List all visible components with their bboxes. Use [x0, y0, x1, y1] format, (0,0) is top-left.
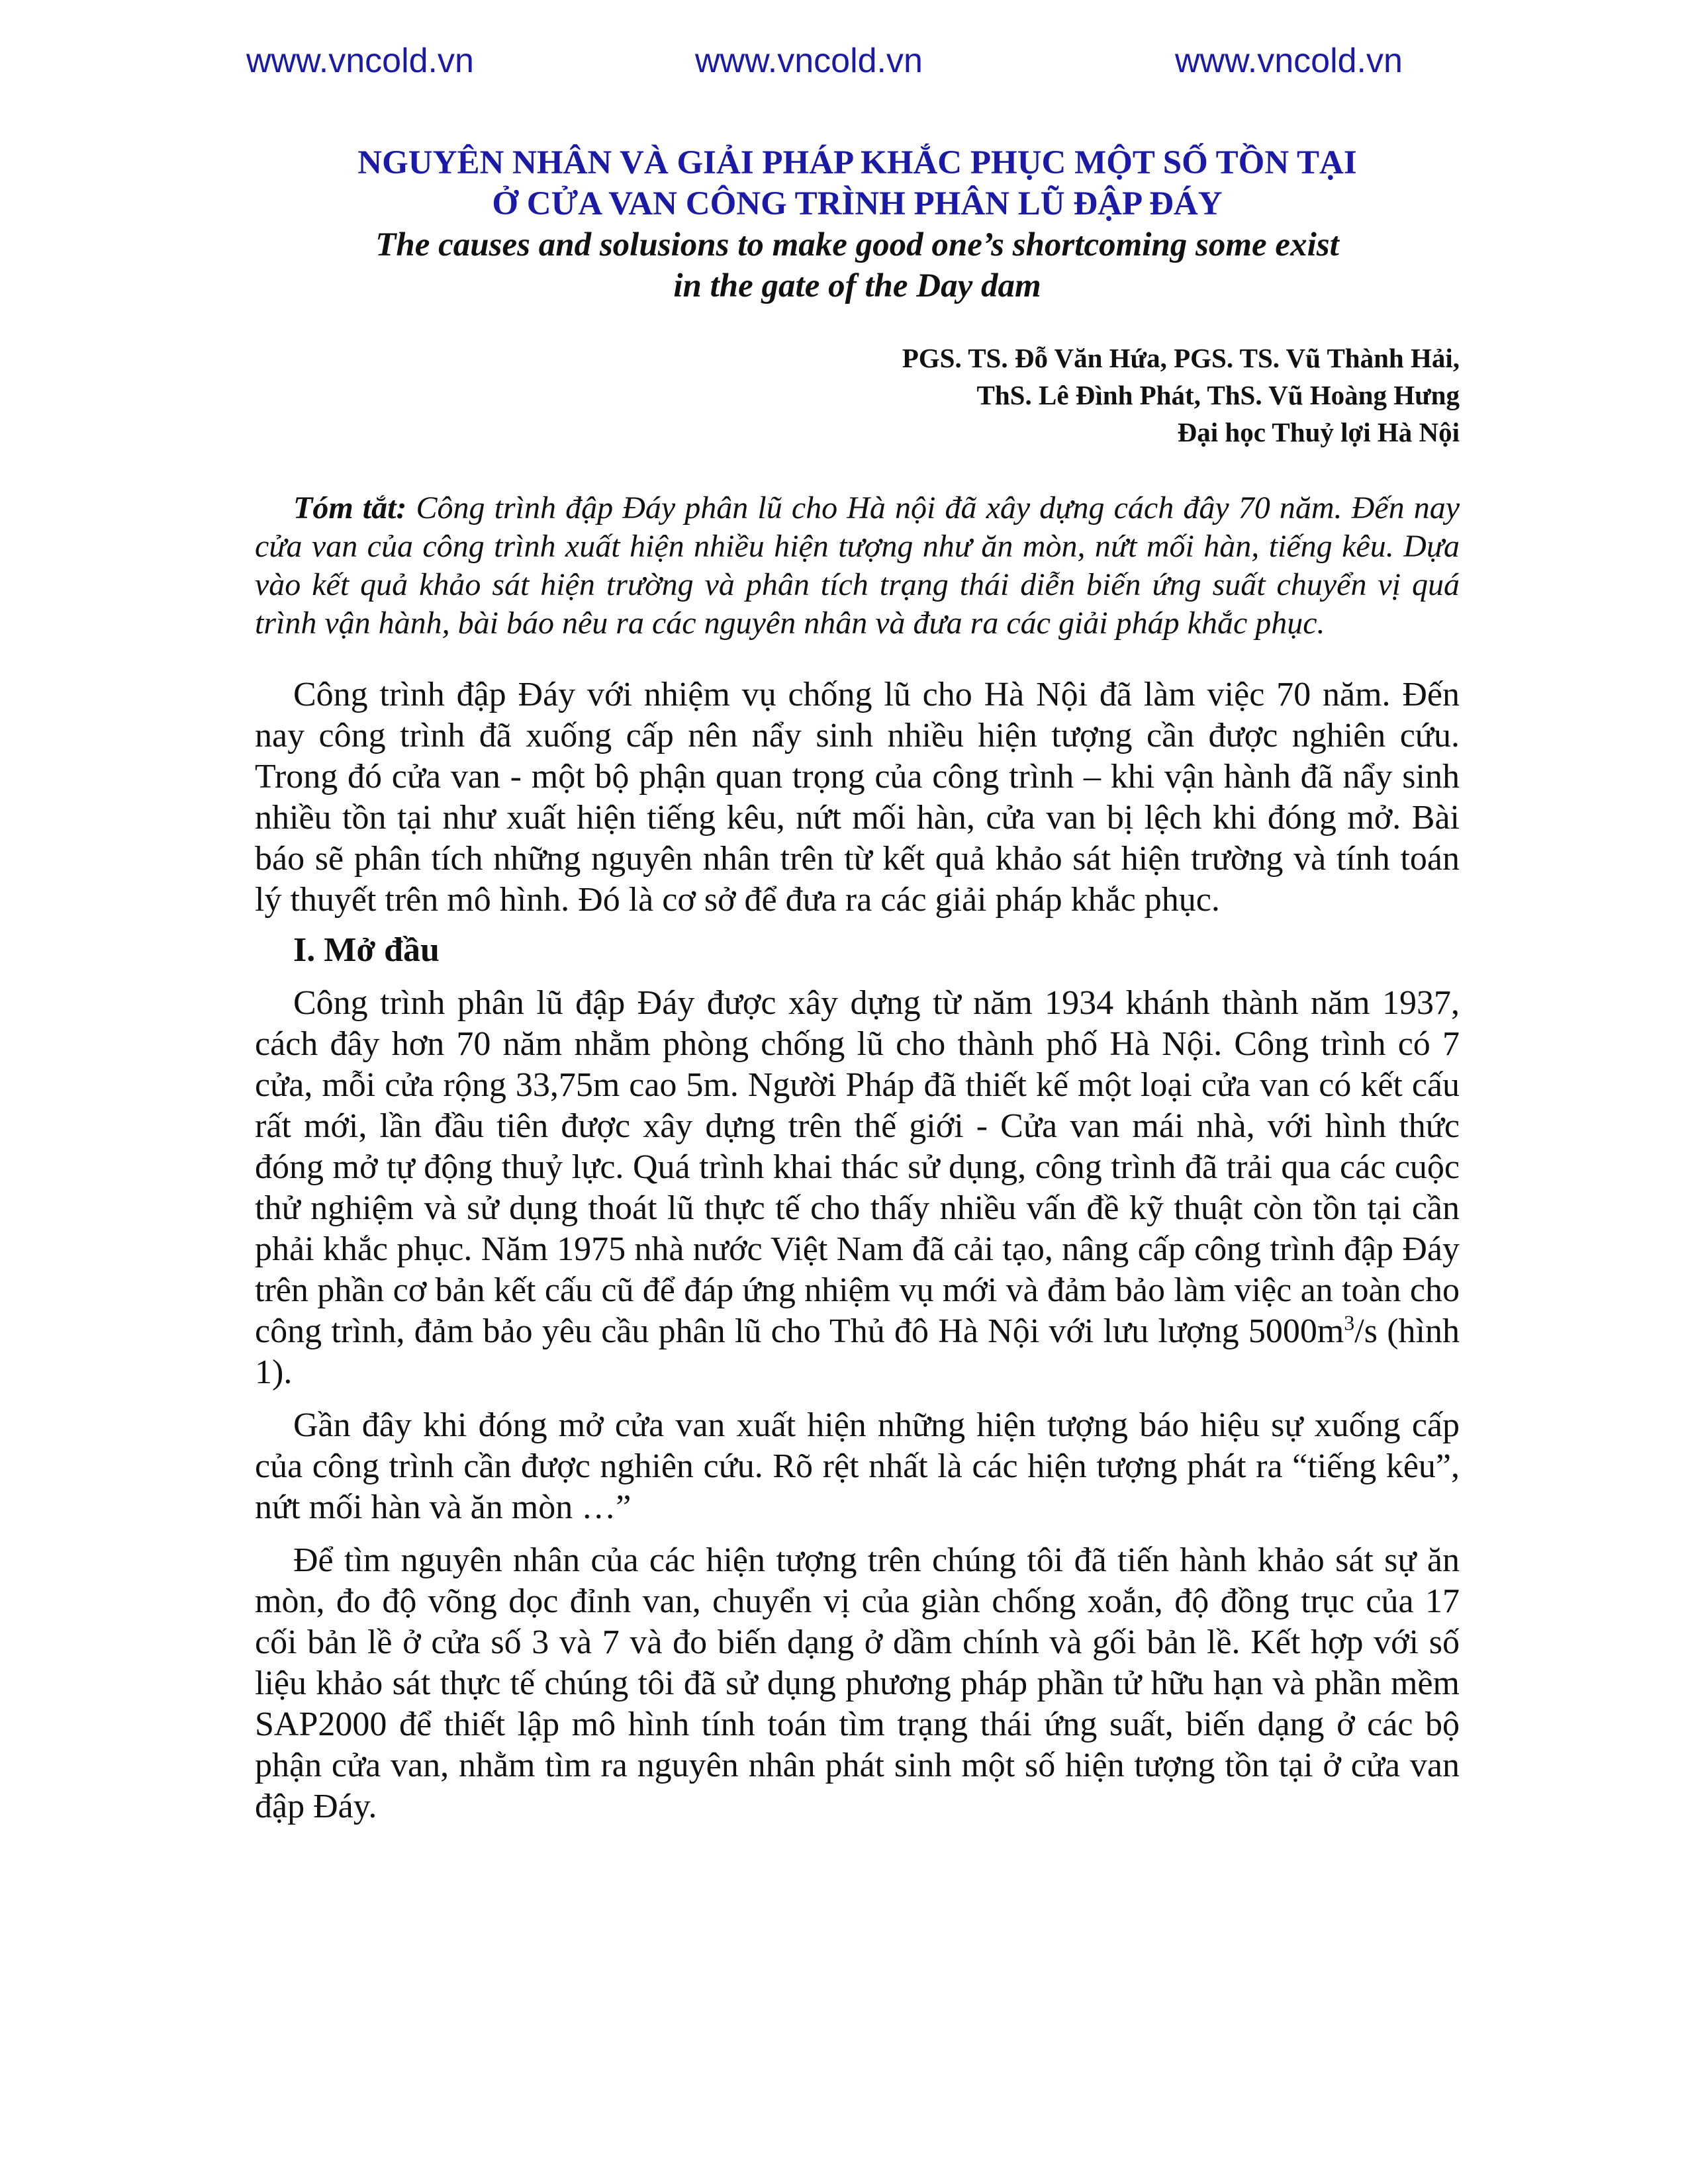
affiliation: Đại học Thuỷ lợi Hà Nội	[1177, 417, 1460, 447]
title-line-1: NGUYÊN NHÂN VÀ GIẢI PHÁP KHẮC PHỤC MỘT SỐ TỒN TẠI	[357, 144, 1357, 181]
section1-paragraph-1-tail: /s (hình 1).	[255, 1312, 1460, 1391]
section1-paragraph-2: Gần đây khi đóng mở cửa van xuất hiện những hiện tượng báo hiệu sự xuống cấp của công trình cần được nghiên cứu. Rõ rệt nhất là các hiện tượng phát ra “tiếng kêu”, nứt mối hàn và ăn mòn …”	[255, 1406, 1460, 1526]
superscript-3: 3	[1344, 1310, 1355, 1335]
abstract-text: Công trình đập Đáy phân lũ cho Hà nội đã xây dựng cách đây 70 năm. Đến nay cửa van của công trình xuất hiện nhiều hiện tượng như ăn mòn, nứt mối hàn, tiếng kêu. Dựa vào kết quả khảo sát hiện trường và phân tích trạng thái diễn biến ứng suất chuyển vị quá trình vận hành, bài báo nêu ra các nguyên nhân và đưa ra các giải pháp khắc phục.	[255, 490, 1460, 641]
authors-line-2: ThS. Lê Đình Phát, ThS. Vũ Hoàng Hưng	[976, 380, 1460, 410]
paper-subtitle	[255, 224, 1460, 306]
section1-paragraph-1	[255, 983, 1460, 1393]
section-heading-intro: I. Mở đầu	[293, 931, 440, 969]
header-link-center[interactable]: www.vncold.vn	[695, 42, 923, 80]
subtitle-line-2: in the gate of the Day dam	[673, 267, 1041, 304]
header-link-left[interactable]: www.vncold.vn	[246, 42, 474, 80]
paper-title	[255, 142, 1460, 224]
subtitle-line-1: The causes and solusions to make good one’s shortcoming some exist	[375, 226, 1339, 263]
header-link-right[interactable]: www.vncold.vn	[1175, 42, 1403, 80]
abstract	[255, 489, 1460, 643]
section1-paragraph-3: Để tìm nguyên nhân của các hiện tượng trên chúng tôi đã tiến hành khảo sát sự ăn mòn, đo độ võng dọc đỉnh van, chuyển vị của giàn chống xoắn, độ đồng trục của 17 cối bản lề ở cửa số 3 và 7 và đo biến dạng ở dầm chính và gối bản lề. Kết hợp với số liệu khảo sát thực tế chúng tôi đã sử dụng phương pháp phần tử hữu hạn và phần mềm SAP2000 để thiết lập mô hình tính toán tìm trạng thái ứng suất, biến dạng ở các bộ phận cửa van, nhằm tìm ra nguyên nhân phát sinh một số hiện tượng tồn tại ở cửa van đập Đáy.	[255, 1541, 1460, 1825]
paper-body	[255, 142, 1460, 1827]
section1-paragraph-1-main: Công trình phân lũ đập Đáy được xây dựng từ năm 1934 khánh thành năm 1937, cách đây hơn 70 năm nhằm phòng chống lũ cho thành phố Hà Nội. Công trình có 7 cửa, mỗi cửa rộng 33,75m cao 5m. Người Pháp đã thiết kế một loại cửa van có kết cấu rất mới, lần đầu tiên được xây dựng trên thế giới - Cửa van mái nhà, với hình thức đóng mở tự động thuỷ lực. Quá trình khai thác sử dụng, công trình đã trải qua các cuộc thử nghiệm và sử dụng thoát lũ thực tế cho thấy nhiều vấn đề kỹ thuật còn tồn tại cần phải khắc phục. Năm 1975 nhà nước Việt Nam đã cải tạo, nâng cấp công trình đập Đáy trên phần cơ bản kết cấu cũ để đáp ứng nhiệm vụ mới và đảm bảo làm việc an toàn cho công trình, đảm bảo yêu cầu phân lũ cho Thủ đô Hà Nội với lưu lượng 5000m	[255, 984, 1460, 1350]
abstract-label: Tóm tắt:	[293, 490, 407, 525]
intro-paragraph: Công trình đập Đáy với nhiệm vụ chống lũ cho Hà Nội đã làm việc 70 năm. Đến nay công trình đã xuống cấp nên nẩy sinh nhiều hiện tượng cần được nghiên cứu. Trong đó cửa van - một bộ phận quan trọng của công trình – khi vận hành đã nẩy sinh nhiều tồn tại như xuất hiện tiếng kêu, nứt mối hàn, cửa van bị lệch khi đóng mở. Bài báo sẽ phân tích những nguyên nhân trên từ kết quả khảo sát hiện trường và tính toán lý thuyết trên mô hình. Đó là cơ sở để đưa ra các giải pháp khắc phục.	[255, 676, 1460, 919]
title-line-2: Ở CỬA VAN CÔNG TRÌNH PHÂN LŨ ĐẬP ĐÁY	[492, 185, 1223, 222]
author-block	[255, 340, 1460, 451]
page-header	[0, 41, 1688, 87]
authors-line-1: PGS. TS. Đỗ Văn Hứa, PGS. TS. Vũ Thành Hải,	[902, 343, 1460, 373]
